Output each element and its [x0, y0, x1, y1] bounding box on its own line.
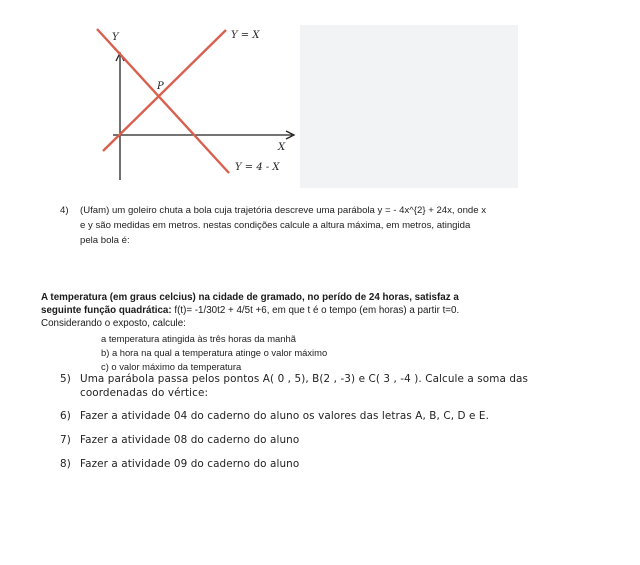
question-4-number: 4) [60, 205, 69, 216]
temperature-heading-line-1: A temperatura (em graus celcius) na cidade de gramado, no perído de 24 horas, satisfaz a [41, 292, 459, 303]
line-y-equals-4-minus-x [97, 29, 229, 173]
question-4-line-2: e y são medidas em metros. nestas condições calcule a altura máxima, em metros, atingida [80, 220, 471, 231]
question-5-line-2: coordenadas do vértice: [80, 387, 209, 399]
graph-svg [95, 25, 300, 188]
question-5-number: 5) [60, 373, 71, 385]
question-7-text: Fazer a atividade 08 do caderno do aluno [80, 434, 300, 446]
question-6-text: Fazer a atividade 04 do caderno do aluno os valores das letras A, B, C, D e E. [80, 410, 489, 422]
question-4-line-1: (Ufam) um goleiro chuta a bola cuja trajetória descreve uma parábola y = - 4x^{2} + 24x, onde x [80, 205, 487, 216]
graph-figure [95, 25, 300, 188]
temperature-item-b: b) a hora na qual a temperatura atinge o valor máximo [101, 347, 328, 358]
line2-label: Y = 4 - X [235, 162, 280, 173]
question-5-line-1: Uma parábola passa pelos pontos A( 0 , 5), B(2 , -3) e C( 3 , -4 ). Calcule a soma das [80, 373, 529, 385]
question-7-number: 7) [60, 434, 71, 446]
temperature-function: f(t)= -1/30t2 + 4/5t +6, em que t é o tempo (em horas) a partir t=0. [171, 305, 460, 316]
temperature-item-a: a temperatura atingida às três horas da manhã [101, 333, 296, 344]
temperature-heading-line-2 [41, 305, 459, 316]
point-p-label: P [157, 81, 164, 92]
temperature-item-c: c) o valor máximo da temperatura [101, 361, 242, 372]
line1-label: Y = X [231, 30, 260, 41]
question-8-number: 8) [60, 458, 71, 470]
question-8-text: Fazer a atividade 09 do caderno do aluno [80, 458, 300, 470]
question-6-number: 6) [60, 410, 71, 422]
temperature-considering: Considerando o exposto, calcule: [41, 318, 186, 329]
temperature-heading-bold: seguinte função quadrática: [41, 305, 172, 316]
line-y-equals-x [103, 30, 226, 151]
question-4-line-3: pela bola é: [80, 235, 130, 246]
x-axis-label: X [278, 142, 286, 153]
y-axis-label: Y [112, 32, 119, 43]
